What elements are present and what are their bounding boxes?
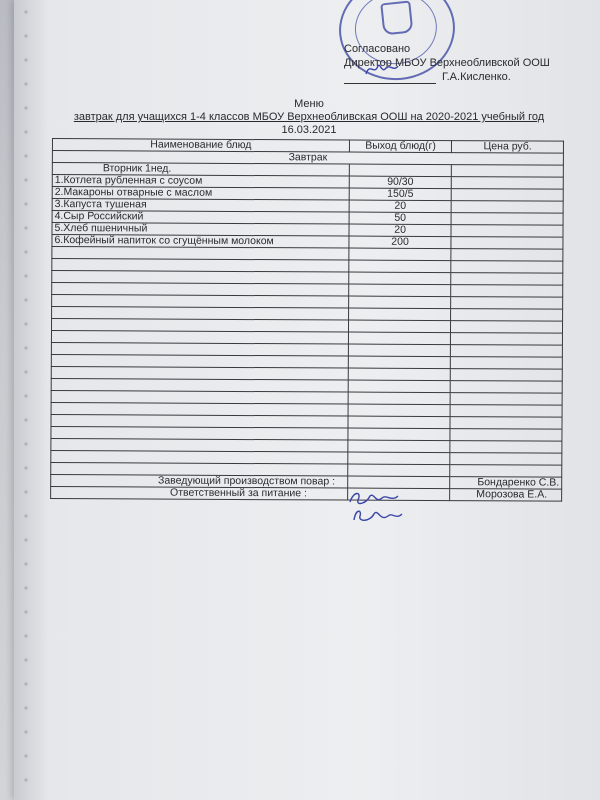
dish-name: 3.Капуста тушеная <box>52 199 349 213</box>
signature-name: Морозова Е.А. <box>450 489 562 502</box>
dish-output: 20 <box>349 224 452 237</box>
menu-table <box>50 138 564 502</box>
menu-title <box>54 98 564 137</box>
dish-price <box>451 225 563 238</box>
header-output: Выход блюд(г) <box>349 140 452 153</box>
dish-output: 90/30 <box>349 176 452 189</box>
dish-name: 5.Хлеб пшеничный <box>52 223 349 237</box>
approval-name: Г.А.Кисленко. <box>442 71 511 83</box>
dish-name: 2.Макароны отварные с маслом <box>52 187 349 201</box>
dish-price <box>451 237 563 250</box>
director-signature <box>364 60 400 78</box>
header-dish: Наименование блюд <box>52 139 349 153</box>
approval-position: Директор МБОУ Верхнеобливской ООШ <box>344 57 550 69</box>
signature-line <box>344 83 436 84</box>
dish-name: 6.Кофейный напиток со сгущённым молоком <box>52 235 349 249</box>
dish-price <box>452 189 564 202</box>
dish-price <box>452 201 564 214</box>
title-menu: Меню <box>294 98 324 110</box>
signature-role: Заведующий производством повар : <box>51 474 348 488</box>
dish-output: 50 <box>349 212 452 225</box>
dish-output: 150/5 <box>349 188 452 201</box>
header-price: Цена руб. <box>452 141 564 154</box>
dish-name: 1.Котлета рубленная с соусом <box>52 175 349 189</box>
dish-name: 4.Сыр Российский <box>52 211 349 225</box>
responsible-signature <box>348 504 404 526</box>
coat-of-arms-icon <box>380 0 413 35</box>
paper-sheet <box>14 0 600 800</box>
title-description: завтрак для учащихся 1-4 классов МБОУ Верхнеобливская ООШ на 2020-2021 учебный год <box>73 111 545 123</box>
day-label: Вторник 1нед. <box>52 163 349 177</box>
signature-name: Бондаренко С.В. <box>450 477 562 490</box>
signature-row <box>51 486 562 501</box>
signature-role: Ответственный за питание : <box>51 486 348 500</box>
approval-label: Согласовано <box>344 43 411 55</box>
dish-output: 20 <box>349 200 452 213</box>
binder-holes <box>22 0 30 800</box>
dish-price <box>452 177 564 190</box>
meal-label: Завтрак <box>52 151 563 166</box>
dish-output: 200 <box>349 236 452 249</box>
dish-price <box>451 213 563 226</box>
menu-date: 16.03.2021 <box>281 124 337 136</box>
